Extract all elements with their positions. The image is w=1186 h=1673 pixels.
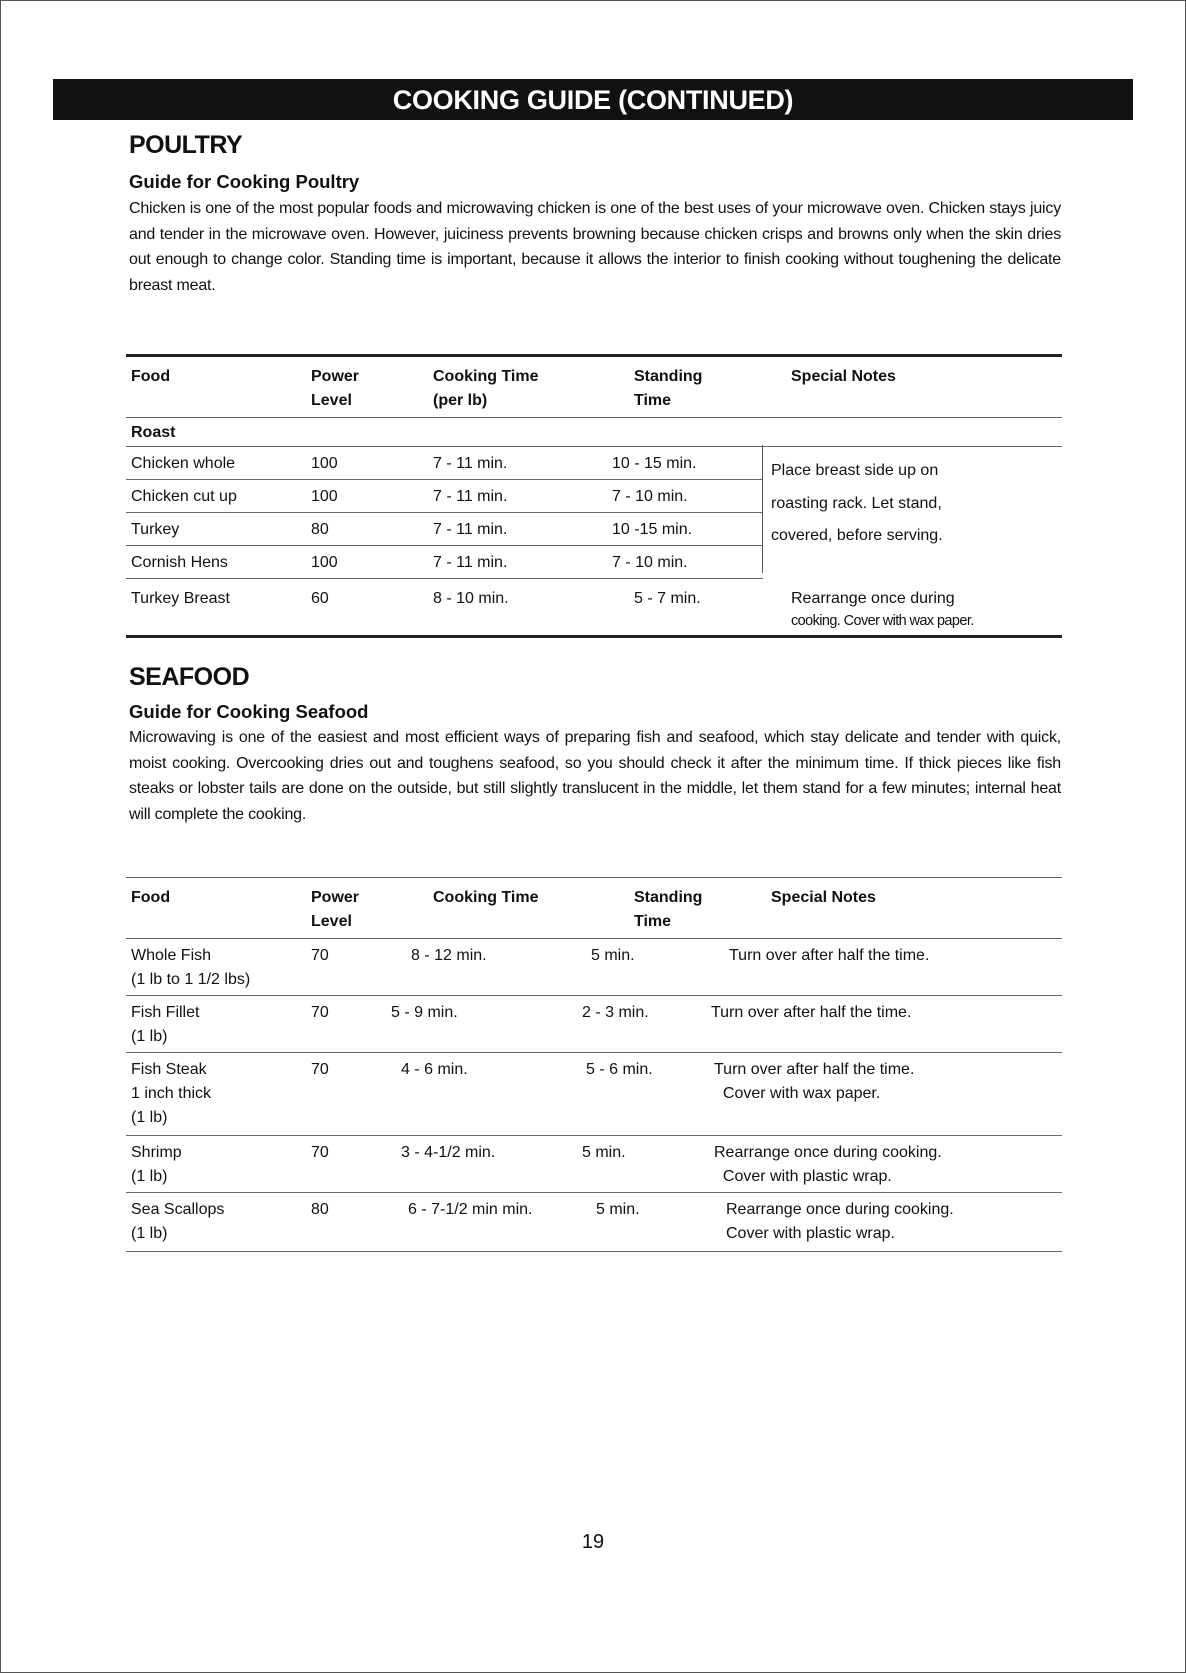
col-cooking-time: Cooking Time (per lb): [433, 368, 539, 409]
standing-time: 5 min.: [591, 947, 635, 964]
cooking-time: 5 - 9 min.: [391, 1004, 458, 1021]
table-header: [126, 878, 1062, 939]
section-banner: COOKING GUIDE (CONTINUED): [53, 79, 1133, 120]
col-power: Power Level: [311, 889, 360, 930]
col-food: Food: [131, 889, 171, 906]
group-label: Roast: [131, 424, 176, 441]
standing-time: 10 -15 min.: [612, 521, 693, 538]
table-row: [126, 546, 763, 579]
seafood-table: [126, 877, 1062, 1252]
cooking-time: 7 - 11 min.: [433, 455, 508, 472]
col-food: Food: [131, 368, 171, 385]
note: cooking. Cover with wax paper.: [791, 613, 974, 629]
cooking-time: 8 - 10 min.: [433, 590, 509, 607]
table-row: [126, 996, 1062, 1053]
cooking-time: 8 - 12 min.: [411, 947, 487, 964]
poultry-subheading: Guide for Cooking Poultry: [129, 171, 360, 192]
standing-time: 7 - 10 min.: [612, 488, 688, 505]
cooking-time: 6 - 7-1/2 min min.: [408, 1201, 533, 1218]
cooking-time: 3 - 4-1/2 min.: [401, 1144, 496, 1161]
standing-time: 7 - 10 min.: [612, 554, 688, 571]
standing-time: 5 min.: [582, 1144, 626, 1161]
col-notes: Special Notes: [771, 889, 876, 906]
page-number: 19: [581, 1531, 605, 1553]
col-power: Power Level: [311, 368, 360, 409]
standing-time: 5 min.: [596, 1201, 640, 1218]
power: 60: [311, 590, 329, 607]
seafood-subheading: Guide for Cooking Seafood: [129, 701, 369, 722]
poultry-intro: Chicken is one of the most popular foods and microwaving chicken is one of the best uses of your microwave oven. Chicken stays juicy and tender in the microwave oven. However, juiciness prevents browning because chicken crisps and browns only when the skin dries out enough to change color. Standing time is important, because it allows the interior to finish cooking without toughening the delicate breast meat.: [129, 200, 1061, 294]
table-header: [126, 357, 1062, 418]
food: Sea Scallops (1 lb): [131, 1201, 225, 1242]
food: Chicken whole: [131, 455, 236, 472]
cooking-time: 7 - 11 min.: [433, 488, 508, 505]
table-row: [126, 1053, 1062, 1136]
cooking-time: 4 - 6 min.: [401, 1061, 468, 1078]
food: Fish Fillet (1 lb): [131, 1004, 200, 1045]
standing-time: 10 - 15 min.: [612, 455, 697, 472]
table-row: [126, 1193, 1062, 1252]
food: Whole Fish (1 lb to 1 1/2 lbs): [131, 947, 251, 988]
note: Rearrange once during: [791, 590, 955, 607]
standing-time: 5 - 7 min.: [634, 590, 701, 607]
power: 70: [311, 1144, 329, 1161]
cooking-time: 7 - 11 min.: [433, 554, 508, 571]
food: Shrimp (1 lb): [131, 1144, 182, 1185]
table-row: [126, 447, 763, 480]
col-cooking-time: Cooking Time: [433, 889, 539, 906]
note: Turn over after half the time.: [729, 947, 930, 964]
col-notes: Special Notes: [791, 368, 896, 385]
note: Rearrange once during cooking. Cover with plastic wrap.: [714, 1144, 942, 1185]
note: Turn over after half the time.: [711, 1004, 912, 1021]
power: 70: [311, 1061, 329, 1078]
table-row: [126, 579, 1062, 638]
table-row: [126, 1136, 1062, 1193]
power: 80: [311, 1201, 329, 1218]
shared-note: Place breast side up on roasting rack. Let stand, covered, before serving.: [771, 462, 943, 544]
food: Chicken cut up: [131, 488, 237, 505]
poultry-heading: POULTRY: [129, 131, 243, 159]
food: Turkey Breast: [131, 590, 230, 607]
food: Fish Steak 1 inch thick (1 lb): [131, 1061, 212, 1126]
seafood-intro: Microwaving is one of the easiest and most efficient ways of preparing fish and seafood, which stay delicate and tender with quick, moist cooking. Overcooking dries out and toughens seafood, so you should check it after the minimum time. If thick pieces like fish steaks or lobster tails are done on the outside, but still slightly translucent in the middle, let them stand for a few minutes; internal heat will complete the cooking.: [129, 729, 1061, 823]
note: Turn over after half the time. Cover with wax paper.: [714, 1061, 915, 1102]
note: Rearrange once during cooking. Cover with plastic wrap.: [726, 1201, 954, 1242]
table-row: [126, 513, 763, 546]
power: 70: [311, 947, 329, 964]
food: Turkey: [131, 521, 180, 538]
power: 80: [311, 521, 329, 538]
column-divider: [762, 445, 763, 573]
standing-time: 2 - 3 min.: [582, 1004, 649, 1021]
col-standing-time: Standing Time: [634, 889, 703, 930]
group-row: [126, 418, 1062, 447]
table-row: [126, 480, 763, 513]
food: Cornish Hens: [131, 554, 228, 571]
table-row: [126, 939, 1062, 996]
poultry-table: [126, 354, 1062, 638]
power: 100: [311, 455, 338, 472]
cooking-time: 7 - 11 min.: [433, 521, 508, 538]
power: 100: [311, 554, 338, 571]
seafood-heading: SEAFOOD: [129, 663, 250, 691]
col-standing-time: Standing Time: [634, 368, 703, 409]
power: 70: [311, 1004, 329, 1021]
power: 100: [311, 488, 338, 505]
standing-time: 5 - 6 min.: [586, 1061, 653, 1078]
